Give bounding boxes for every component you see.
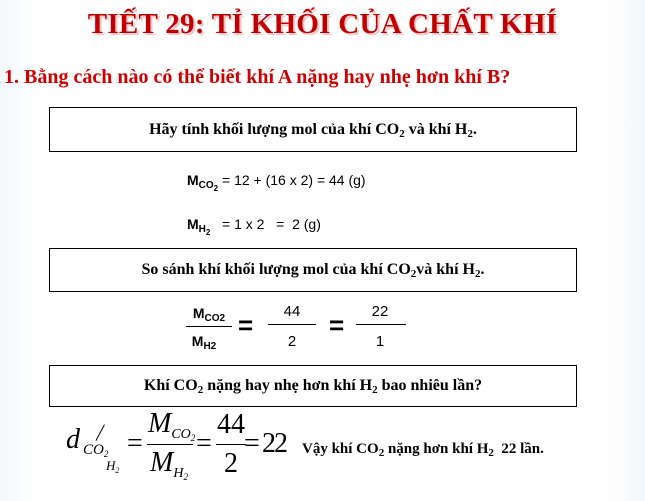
task-text: và khí H: [416, 261, 475, 278]
task-text: và khí H: [404, 121, 468, 138]
formula-numerator-m-co2: [148, 408, 195, 443]
subscript-sub: 2: [103, 449, 109, 459]
task-text: Khí CO: [143, 377, 198, 394]
subscript-sub: 2: [115, 466, 120, 475]
symbol-m: M: [187, 216, 199, 232]
equals-sign: =: [244, 428, 260, 459]
subscript-text: H: [173, 466, 184, 481]
formula-denominator-m-h2: [150, 447, 188, 482]
d-subscript-h2: [106, 458, 119, 475]
symbol-m: M: [192, 305, 205, 321]
subscript-sub: 2: [213, 184, 219, 193]
subscript-text: CO: [171, 427, 191, 442]
conclusion-part: nặng hơn khí H: [384, 441, 489, 457]
ratio-numerator-44: 44: [283, 303, 301, 320]
symbol-m: M: [191, 333, 204, 349]
formula-numerator-44: 44: [217, 409, 245, 440]
subscript: 2: [378, 447, 385, 459]
task-box-compare: [49, 248, 577, 292]
task-text: So sánh khí khối lượng mol của khí CO: [141, 261, 411, 278]
ratio-fraction-line: [186, 326, 232, 327]
task-text: bao nhiêu lần?: [377, 377, 483, 394]
subscript: 2: [399, 128, 405, 140]
equals-sign: =: [196, 428, 212, 459]
task-text: Hãy tính khối lượng mol của khí CO: [149, 121, 400, 138]
calc-h2-molar-mass: [187, 216, 321, 237]
calc-co2-molar-mass: [187, 172, 366, 193]
ratio-fraction-line: [268, 324, 316, 325]
task-box-how-many-times: [49, 365, 577, 407]
subscript: [173, 466, 188, 481]
subscript: [199, 224, 211, 235]
equals-sign: =: [238, 310, 254, 340]
task-box-calculate: [49, 107, 577, 152]
symbol-d: d: [66, 424, 80, 455]
subscript: [199, 180, 218, 191]
subscript: 2: [372, 384, 378, 396]
symbol-m: M: [148, 408, 172, 439]
conclusion-text: [302, 441, 544, 458]
formula-fraction-line: [147, 444, 193, 445]
d-subscript-co2: [83, 442, 108, 459]
subscript: 2: [488, 447, 494, 459]
ratio-denominator-1: 1: [375, 333, 385, 350]
symbol-m: M: [150, 447, 174, 478]
ratio-numerator-22: 22: [371, 303, 389, 320]
subscript: [171, 427, 195, 442]
equals-sign: =: [127, 428, 143, 459]
subscript-text: CO: [83, 442, 104, 458]
conclusion-part: 22 lần.: [493, 441, 544, 457]
subscript-text: H: [106, 458, 116, 473]
subscript: H2: [203, 341, 217, 352]
subscript: 2: [410, 268, 417, 280]
formula-result: 22: [262, 428, 286, 459]
equals-sign: =: [329, 310, 345, 340]
subscript-sub: 2: [205, 228, 211, 237]
ratio-fraction-line: [356, 324, 406, 325]
subscript: CO2: [204, 313, 226, 324]
ratio-denominator-2: 2: [287, 333, 297, 350]
formula-fraction-line: [216, 444, 246, 445]
task-text: .: [480, 261, 485, 278]
formula-denominator-2: 2: [224, 448, 238, 479]
question-heading: 1. Bằng cách nào có thể biết khí A nặng hay nhẹ hơn khí B?: [4, 66, 511, 88]
calc-expression: = 1 x 2 = 2 (g): [210, 216, 321, 232]
subscript-sub: 2: [183, 472, 188, 482]
subscript: 2: [474, 268, 481, 280]
subscript: 2: [467, 128, 473, 140]
task-text: .: [472, 121, 477, 138]
subscript-text: H: [198, 224, 206, 235]
ratio-denominator-mh2: [186, 333, 222, 352]
conclusion-part: Vậy khí CO: [302, 441, 379, 457]
subscript-sub: 2: [190, 433, 196, 443]
subscript-text: CO: [198, 180, 214, 191]
slide-title: TIẾT 29: TỈ KHỐI CỦA CHẤT KHÍ: [87, 8, 558, 40]
symbol-m: M: [187, 172, 199, 188]
subscript: 2: [197, 384, 204, 396]
task-text: nặng hay nhẹ hơn khí H: [203, 377, 373, 394]
calc-expression: = 12 + (16 x 2) = 44 (g): [218, 172, 366, 188]
ratio-numerator-mco2: [186, 305, 232, 324]
